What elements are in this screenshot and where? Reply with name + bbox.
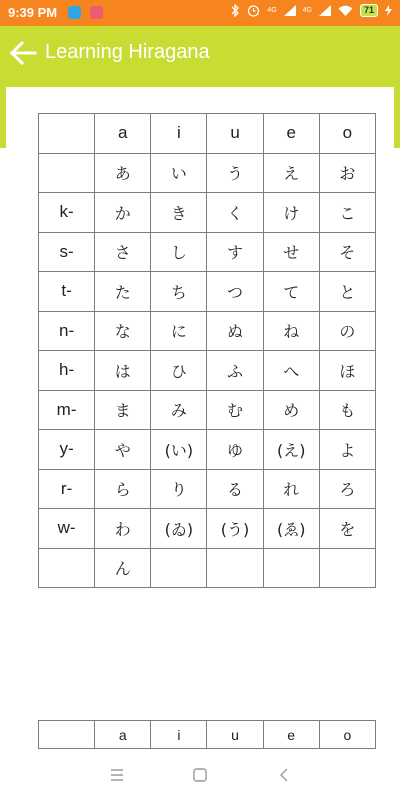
table-row [39, 232, 376, 272]
kana-cell: ぬ [207, 311, 263, 351]
arrow-left-icon [8, 38, 38, 68]
kana-cell: き [151, 193, 207, 233]
kana-cell: え [263, 153, 319, 193]
kana-cell: へ [263, 351, 319, 391]
kana-cell: お [319, 153, 375, 193]
hiragana-table [38, 113, 376, 588]
table-header-cell: i [151, 721, 207, 749]
kana-cell: よ [319, 430, 375, 470]
kana-cell [207, 548, 263, 588]
table-row [39, 548, 376, 588]
table-header-cell: u [207, 114, 263, 154]
messenger-icon [68, 6, 81, 19]
kana-cell: の [319, 311, 375, 351]
kana-cell: ひ [151, 351, 207, 391]
kana-cell [263, 548, 319, 588]
katakana-table [38, 720, 376, 749]
kana-cell: あ [95, 153, 151, 193]
chevron-left-icon [271, 762, 297, 788]
kana-cell: か [95, 193, 151, 233]
table-row [39, 469, 376, 509]
kana-cell: る [207, 469, 263, 509]
row-prefix: s- [39, 232, 95, 272]
row-prefix: y- [39, 430, 95, 470]
row-prefix [39, 153, 95, 193]
status-time: 9:39 PM [8, 5, 58, 20]
table-row [39, 272, 376, 312]
battery-level: 71 [360, 4, 378, 17]
kana-cell: せ [263, 232, 319, 272]
kana-cell: ね [263, 311, 319, 351]
menu-icon [104, 762, 130, 788]
kana-cell: れ [263, 469, 319, 509]
table-row [39, 351, 376, 391]
table-header-cell [39, 114, 95, 154]
kana-cell: さ [95, 232, 151, 272]
kana-cell: ろ [319, 469, 375, 509]
kana-cell: て [263, 272, 319, 312]
table-row [39, 509, 376, 549]
signal-1-label: 4G [267, 7, 277, 14]
row-prefix: n- [39, 311, 95, 351]
row-prefix: r- [39, 469, 95, 509]
kana-cell: つ [207, 272, 263, 312]
row-prefix: k- [39, 193, 95, 233]
table-header-cell: u [207, 721, 263, 749]
kana-cell: に [151, 311, 207, 351]
kana-cell: く [207, 193, 263, 233]
bluetooth-icon [231, 4, 240, 17]
table-header-cell: a [95, 721, 151, 749]
charging-icon [385, 5, 392, 16]
kana-cell: ふ [207, 351, 263, 391]
kana-cell: ほ [319, 351, 375, 391]
back-button[interactable] [8, 38, 38, 68]
row-prefix: t- [39, 272, 95, 312]
table-header-cell: o [319, 721, 375, 749]
home-button[interactable] [187, 762, 213, 788]
square-icon [187, 762, 213, 788]
kana-cell: ま [95, 390, 151, 430]
kana-cell: け [263, 193, 319, 233]
kana-cell: わ [95, 509, 151, 549]
kana-cell: (ゐ) [151, 509, 207, 549]
kana-cell: や [95, 430, 151, 470]
table-header-cell [39, 721, 95, 749]
kana-cell: も [319, 390, 375, 430]
table-header-cell: i [151, 114, 207, 154]
kana-cell [319, 548, 375, 588]
table-header-cell: a [95, 114, 151, 154]
kana-cell: ら [95, 469, 151, 509]
navigation-bar [0, 750, 400, 800]
kana-cell: ゆ [207, 430, 263, 470]
kana-cell: う [207, 153, 263, 193]
row-prefix: h- [39, 351, 95, 391]
kana-cell: た [95, 272, 151, 312]
table-row [39, 193, 376, 233]
kana-cell: な [95, 311, 151, 351]
status-indicators [231, 4, 392, 17]
kana-cell: り [151, 469, 207, 509]
wifi-icon [338, 5, 353, 16]
kana-cell: と [319, 272, 375, 312]
app-notification-icon [90, 6, 103, 19]
nav-back-button[interactable] [271, 762, 297, 788]
kana-cell: こ [319, 193, 375, 233]
page-title: Learning Hiragana [45, 41, 210, 63]
signal-1-icon [284, 5, 296, 16]
table-header-row [39, 114, 376, 154]
status-bar [0, 0, 400, 26]
table-header-row [39, 721, 376, 749]
row-prefix: w- [39, 509, 95, 549]
kana-cell: を [319, 509, 375, 549]
table-row [39, 390, 376, 430]
kana-cell: (う) [207, 509, 263, 549]
table-header-cell: e [263, 114, 319, 154]
app-bar [0, 26, 400, 81]
kana-cell: は [95, 351, 151, 391]
kana-cell: (い) [151, 430, 207, 470]
kana-cell: ん [95, 548, 151, 588]
signal-2-label: 4G [302, 7, 312, 14]
table-row [39, 311, 376, 351]
signal-2-icon [319, 5, 331, 16]
kana-cell [151, 548, 207, 588]
kana-cell: す [207, 232, 263, 272]
row-prefix: m- [39, 390, 95, 430]
kana-cell: み [151, 390, 207, 430]
kana-cell: む [207, 390, 263, 430]
kana-cell: (え) [263, 430, 319, 470]
kana-cell: し [151, 232, 207, 272]
table-header-cell: e [263, 721, 319, 749]
table-row [39, 430, 376, 470]
kana-cell: (ゑ) [263, 509, 319, 549]
kana-cell: い [151, 153, 207, 193]
kana-cell: め [263, 390, 319, 430]
table-header-cell: o [319, 114, 375, 154]
table-row [39, 153, 376, 193]
alarm-icon [247, 4, 260, 17]
kana-cell: そ [319, 232, 375, 272]
recents-button[interactable] [104, 762, 130, 788]
row-prefix [39, 548, 95, 588]
kana-cell: ち [151, 272, 207, 312]
